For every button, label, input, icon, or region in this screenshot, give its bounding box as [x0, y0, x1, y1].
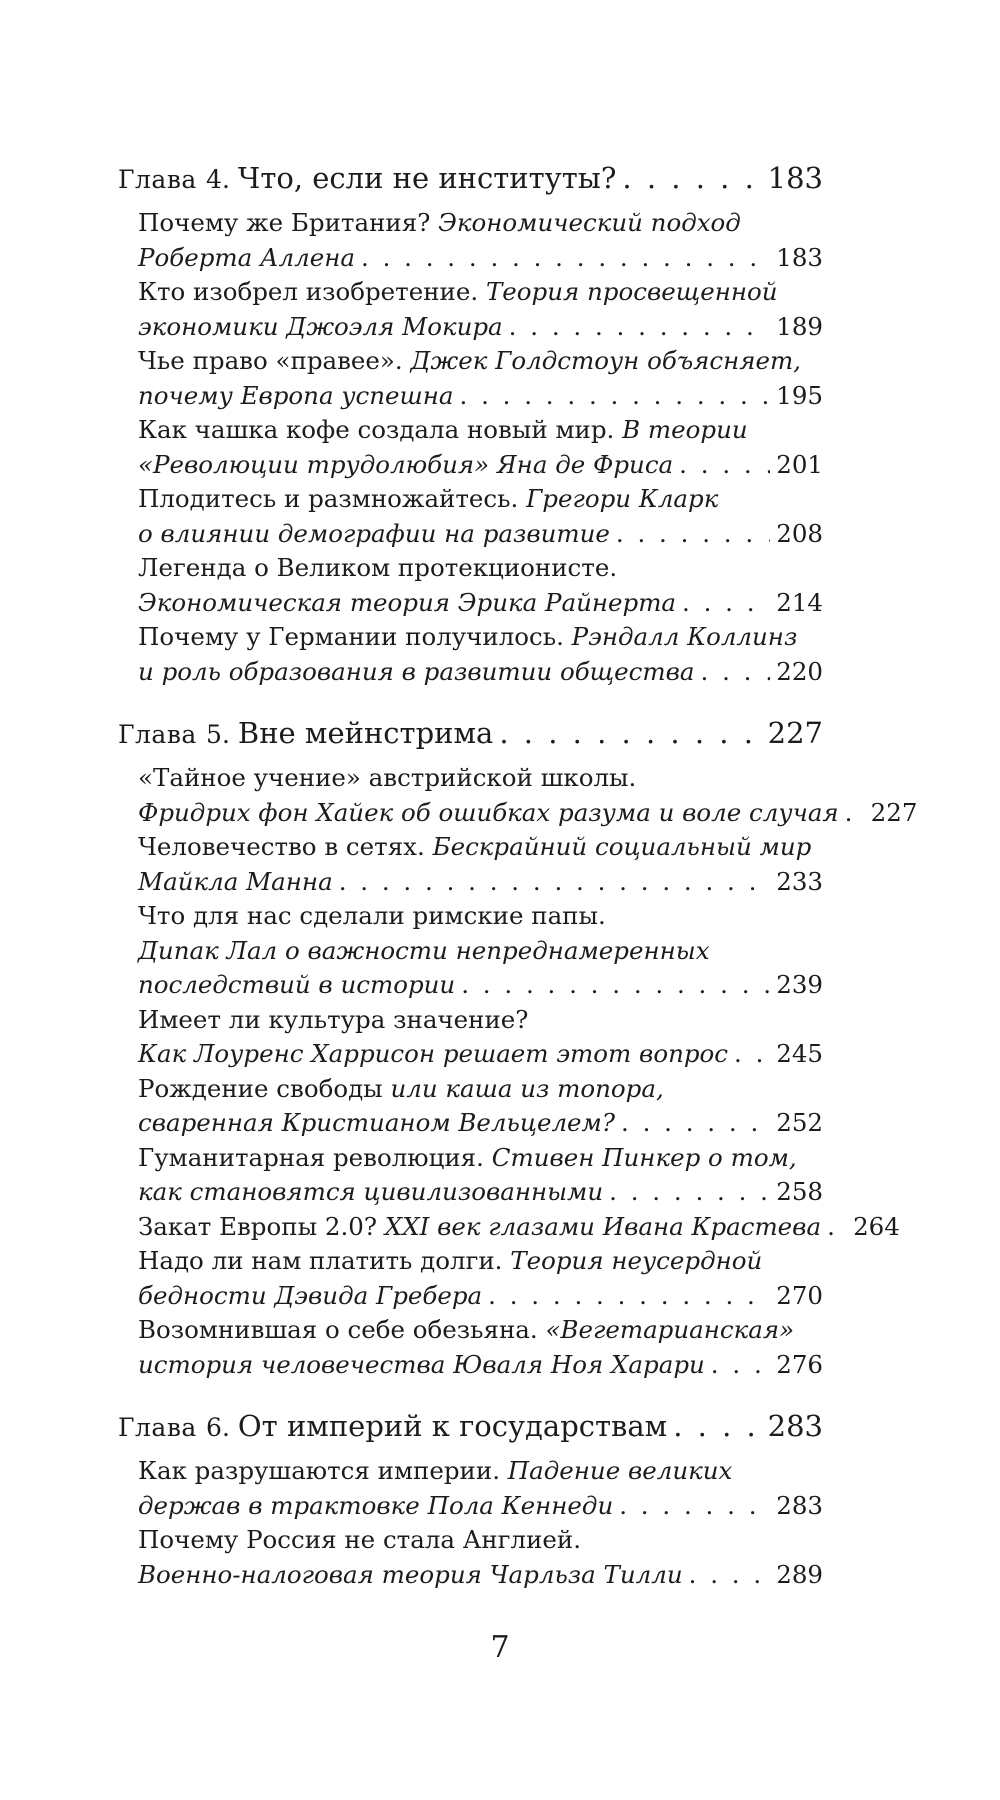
entry-last-line-text — [138, 1558, 683, 1593]
entry-page-number: 227 — [870, 797, 918, 827]
page-number: 7 — [490, 1630, 510, 1665]
entry-line — [138, 1037, 823, 1072]
toc-entry — [138, 206, 823, 275]
entry-last-line-text — [138, 655, 695, 690]
dot-leader — [616, 517, 770, 552]
entry-title: Плодитесь и размножайтесь. — [138, 484, 527, 513]
entry-subtitle: Джек Голдстоун объясняет, — [410, 346, 801, 375]
entry-page-number: 189 — [776, 311, 823, 341]
entry-last-line-text — [138, 1210, 821, 1245]
entry-line — [138, 796, 918, 831]
entry-last-line-text — [138, 1348, 705, 1383]
entry-line — [138, 1313, 823, 1348]
entry-subtitle: Рэндалл Коллинз — [571, 622, 798, 651]
chapter-title: Что, если не институты? — [237, 161, 617, 195]
entry-line — [138, 865, 823, 900]
entry-page-number: 258 — [776, 1177, 823, 1206]
entry-subtitle: Грегори Кларк — [526, 484, 719, 513]
dot-leader — [679, 448, 770, 483]
entry-subtitle: Дипак Лал о важности непреднамеренных — [138, 935, 710, 965]
entry-subtitle: В теории — [622, 415, 748, 444]
entry-line — [138, 344, 823, 379]
toc-entry — [138, 1454, 823, 1523]
entry-line — [138, 968, 823, 1003]
entry-last-line-text — [138, 865, 333, 900]
entry-line — [138, 1489, 823, 1524]
dot-leader — [845, 796, 865, 831]
entry-subtitle: как становятся цивилизованными — [138, 1177, 604, 1206]
toc-entry — [138, 413, 823, 482]
entry-line — [138, 899, 823, 934]
entry-last-line-text — [138, 796, 839, 831]
entry-subtitle: «Вегетарианская» — [545, 1315, 795, 1344]
toc-entry — [138, 1313, 823, 1382]
entry-page-number: 289 — [776, 1559, 823, 1589]
entry-title: Закат Европы 2.0? — [138, 1211, 385, 1241]
entry-page-number: 220 — [776, 656, 823, 686]
chapter-number: 6. — [206, 1413, 230, 1442]
toc-entry — [138, 830, 823, 899]
entry-line — [138, 551, 823, 586]
dot-leader — [339, 865, 771, 900]
entry-line — [138, 655, 823, 690]
entry-page-number: 214 — [776, 587, 823, 617]
dot-leader — [734, 1037, 770, 1072]
entry-title: Кто изобрел изобретение. — [138, 277, 486, 306]
entry-page-number: 183 — [776, 242, 823, 272]
entry-subtitle: Теория неусердной — [510, 1246, 763, 1275]
dot-leader — [622, 158, 761, 198]
toc-entry — [138, 344, 823, 413]
entry-subtitle: Экономический подход — [438, 208, 741, 237]
dot-leader — [619, 1489, 770, 1524]
table-of-contents — [118, 158, 918, 1592]
entry-subtitle: держав в трактовке Пола Кеннеди — [138, 1490, 614, 1520]
chapter-page-number: 183 — [767, 161, 823, 195]
entry-title: Чье право «правее». — [138, 346, 411, 375]
entry-title: Как разрушаются империи. — [138, 1456, 508, 1485]
entry-subtitle: «Революции трудолюбия» Яна де Фриса — [138, 449, 674, 479]
entry-line — [138, 1454, 823, 1489]
entry-line — [138, 934, 823, 969]
dot-leader — [621, 1106, 770, 1141]
entry-line — [138, 1003, 823, 1038]
entry-line — [138, 275, 823, 310]
entry-line — [138, 586, 823, 621]
entry-subtitle: Экономическая теория Эрика Райнерта — [138, 587, 677, 617]
entry-last-line-text — [138, 517, 610, 552]
entry-line — [138, 1175, 823, 1210]
entry-subtitle: Бескрайний социальный мир — [432, 832, 812, 861]
entry-line — [138, 620, 823, 655]
toc-entry — [138, 761, 918, 830]
dot-leader — [361, 241, 770, 276]
entry-line — [138, 310, 823, 345]
dot-leader — [609, 1175, 770, 1210]
entry-title: Рождение свободы — [138, 1073, 391, 1103]
entry-subtitle: или каша из топора, — [390, 1073, 664, 1103]
entry-line — [138, 761, 823, 796]
entry-title: Имеет ли культура значение? — [138, 1004, 529, 1034]
dot-leader — [499, 713, 761, 753]
entry-subtitle: Майкла Манна — [138, 866, 333, 896]
entry-line — [138, 1279, 823, 1314]
entry-page-number: 264 — [853, 1211, 900, 1241]
entry-page-number: 245 — [776, 1039, 823, 1068]
entry-title: Надо ли нам платить долги. — [138, 1246, 511, 1275]
chapter-number: 4. — [206, 165, 230, 194]
entry-subtitle: Фридрих фон Хайек об ошибках разума и воле случая — [138, 797, 839, 827]
entry-line — [138, 1558, 823, 1593]
dot-leader — [460, 379, 771, 414]
entry-subtitle: экономики Джоэля Мокира — [138, 311, 503, 341]
entry-subtitle: Падение великих — [507, 1456, 733, 1485]
toc-entry — [138, 551, 823, 620]
chapter-title: От империй к государствам — [237, 1409, 668, 1443]
entry-last-line-text — [138, 241, 355, 276]
entry-subtitle: Роберта Аллена — [138, 242, 355, 272]
entry-subtitle: бедности Дэвида Гребера — [138, 1280, 483, 1310]
entry-line — [138, 1244, 823, 1279]
entry-line — [138, 1523, 823, 1558]
toc-entry — [138, 275, 823, 344]
entry-title: Возомнившая о себе обезьяна. — [138, 1315, 546, 1344]
dot-leader — [701, 655, 771, 690]
dot-leader — [682, 586, 770, 621]
dot-leader — [689, 1558, 771, 1593]
toc-entry — [138, 1523, 823, 1592]
entry-last-line-text — [138, 310, 503, 345]
entry-page-number: 201 — [776, 449, 823, 479]
entry-last-line-text — [138, 1279, 482, 1314]
dot-leader — [461, 968, 770, 1003]
dot-leader — [673, 1406, 761, 1446]
entry-last-line-text — [138, 1489, 613, 1524]
entry-subtitle: почему Европа успешна — [138, 380, 454, 410]
entry-subtitle: Стивен Пинкер о том, — [491, 1142, 797, 1172]
entry-page-number: 276 — [776, 1349, 823, 1379]
toc-entry — [138, 899, 823, 1003]
toc-entry — [138, 620, 823, 689]
toc-entry — [138, 1244, 823, 1313]
entry-subtitle: сваренная Кристианом Вельцелем? — [138, 1108, 615, 1137]
entry-line — [138, 517, 823, 552]
entry-title: Человечество в сетях. — [138, 832, 433, 861]
entry-page-number: 233 — [776, 866, 823, 896]
entry-subtitle: Теория просвещенной — [485, 277, 778, 306]
toc-entry — [138, 1072, 823, 1141]
chapter-page-number: 283 — [767, 1409, 823, 1443]
entry-subtitle: и роль образования в развитии общества — [138, 656, 695, 686]
entry-page-number: 208 — [776, 518, 823, 548]
entry-title: Что для нас сделали римские папы. — [138, 901, 606, 930]
entry-page-number: 270 — [776, 1280, 823, 1310]
toc-entry — [138, 482, 823, 551]
entry-title: Как чашка кофе создала новый мир. — [138, 415, 623, 444]
entry-line — [138, 448, 823, 483]
chapter-heading — [118, 713, 823, 755]
entry-line — [138, 1141, 823, 1176]
entry-title: Почему у Германии получилось. — [138, 622, 572, 651]
entry-subtitle: о влиянии демографии на развитие — [138, 518, 610, 548]
entry-page-number: 252 — [776, 1108, 823, 1137]
chapter-heading — [118, 1406, 823, 1448]
entry-page-number: 239 — [776, 970, 823, 999]
dot-leader — [509, 310, 771, 345]
entry-last-line-text — [138, 1106, 615, 1141]
chapter-page-number: 227 — [767, 716, 823, 750]
entry-last-line-text — [138, 586, 676, 621]
entry-last-line-text — [138, 968, 455, 1003]
entry-line — [138, 1072, 823, 1107]
entry-subtitle: XXI век глазами Ивана Крастева — [384, 1211, 822, 1241]
entry-title: «Тайное учение» австрийской школы. — [138, 763, 637, 792]
entry-title: Почему же Британия? — [138, 208, 439, 237]
entry-line — [138, 241, 823, 276]
toc-entry — [138, 1003, 823, 1072]
entry-line — [138, 830, 823, 865]
entry-subtitle: Военно-налоговая теория Чарльза Тилли — [138, 1559, 683, 1589]
entry-last-line-text — [138, 1175, 603, 1210]
entry-subtitle: история человечества Юваля Ноя Харари — [138, 1349, 705, 1379]
entry-line — [138, 379, 823, 414]
entry-page-number: 283 — [776, 1490, 823, 1520]
entry-subtitle: Как Лоуренс Харрисон решает этот вопрос — [138, 1039, 728, 1068]
entry-line — [138, 1210, 900, 1245]
toc-entry — [138, 1141, 823, 1210]
dot-leader — [711, 1348, 770, 1383]
dot-leader — [488, 1279, 770, 1314]
entry-title: Почему Россия не стала Англией. — [138, 1525, 582, 1554]
entry-line — [138, 482, 823, 517]
entry-last-line-text — [138, 448, 673, 483]
dot-leader — [827, 1210, 847, 1245]
entry-line — [138, 206, 823, 241]
chapter-label: Глава — [118, 165, 197, 194]
entry-line — [138, 1348, 823, 1383]
chapter-number: 5. — [206, 720, 230, 749]
entry-subtitle: последствий в истории — [138, 970, 456, 999]
entry-page-number: 195 — [776, 380, 823, 410]
entry-line — [138, 1106, 823, 1141]
chapter-heading — [118, 158, 823, 200]
entry-last-line-text — [138, 379, 454, 414]
toc-entry — [138, 1210, 900, 1245]
entry-line — [138, 413, 823, 448]
chapter-label: Глава — [118, 1413, 197, 1442]
entry-title: Легенда о Великом протекционисте. — [138, 553, 618, 582]
entry-last-line-text — [138, 1037, 728, 1072]
entry-title: Гуманитарная революция. — [138, 1142, 492, 1172]
chapter-title: Вне мейнстрима — [237, 716, 494, 750]
chapter-label: Глава — [118, 720, 197, 749]
